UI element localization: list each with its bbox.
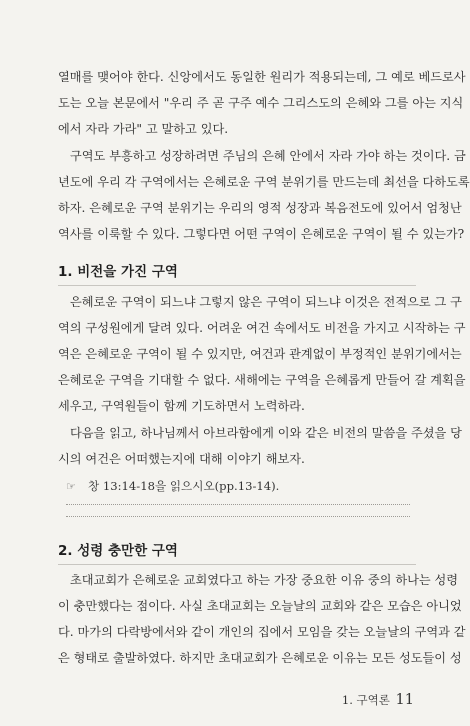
body-line: 역의 구성원에게 달려 있다. 어려운 여건 속에서도 비전을 가지고 시작하는 구	[58, 321, 466, 335]
section-rule	[58, 285, 416, 286]
reference-text: 창 13:14-18을 읽으시오(pp.13-14).	[88, 479, 280, 493]
body-line: 세우고, 구역원들이 함께 기도하면서 노력하라.	[58, 399, 305, 413]
body-line: 년도에 우리 각 구역에서는 은혜로운 구역 분위기를 만드는데 최선을 다하도록	[58, 175, 470, 189]
body-line: 이 충만했다는 점이다. 사실 초대교회는 오늘날의 교회와 같은 모습은 아니었	[58, 599, 462, 613]
body-line: 은혜로운 구역이 되느냐 그렇지 않은 구역이 되느냐 이것은 전적으로 그 구	[70, 295, 462, 309]
body-line: 역은 은혜로운 구역이 될 수 있지만, 여건과 관계없이 부정적인 분위기에서는	[58, 347, 462, 361]
pointing-hand-icon: ☞	[66, 480, 76, 493]
section-heading: 2. 성령 충만한 구역	[58, 543, 178, 559]
page-number: 11	[395, 692, 414, 708]
body-line: 은 형태로 출발하였다. 하지만 초대교회가 은혜로운 이유는 모든 성도들이 성	[58, 651, 462, 665]
chapter-label: 1. 구역론	[341, 693, 390, 707]
section-rule	[58, 564, 416, 565]
body-line: 에서 자라 가라" 고 말하고 있다.	[58, 122, 229, 136]
body-line: 다. 마가의 다락방에서와 같이 개인의 집에서 모임을 갖는 오늘날의 구역과 같	[58, 625, 466, 639]
body-line: 시의 여건은 어떠했는지에 대해 이야기 해보자.	[58, 452, 305, 466]
body-line: 은혜로운 구역을 기대할 수 없다. 새해에는 구역을 은혜롭게 만들어 갈 계획을	[58, 373, 466, 387]
section-heading: 1. 비전을 가진 구역	[58, 264, 178, 280]
body-line: 구역도 부흥하고 성장하려면 주님의 은혜 안에서 자라 가야 하는 것이다. 금	[70, 149, 466, 163]
body-line: 열매를 맺어야 한다. 신앙에서도 동일한 원리가 적용되는데, 그 예로 베드로사	[58, 70, 466, 84]
body-line: 하자. 은혜로운 구역 분위기는 우리의 영적 성장과 복음전도에 있어서 엄청난	[58, 201, 462, 215]
body-line: 도는 오늘 본문에서 "우리 주 곧 구주 예수 그리스도의 은혜와 그를 아는 지식	[58, 96, 464, 110]
answer-line[interactable]	[66, 504, 410, 505]
body-line: 초대교회가 은혜로운 교회였다고 하는 가장 중요한 이유 중의 하나는 성령	[70, 573, 459, 587]
page-footer	[342, 692, 414, 708]
answer-line[interactable]	[66, 516, 410, 517]
scripture-reference	[66, 478, 279, 495]
body-line: 다음을 읽고, 하나님께서 아브라함에게 이와 같은 비전의 말씀을 주셨을 당	[70, 426, 462, 440]
body-line: 역사를 이룩할 수 있다. 그렇다면 어떤 구역이 은혜로운 구역이 될 수 있는가?	[58, 227, 465, 241]
